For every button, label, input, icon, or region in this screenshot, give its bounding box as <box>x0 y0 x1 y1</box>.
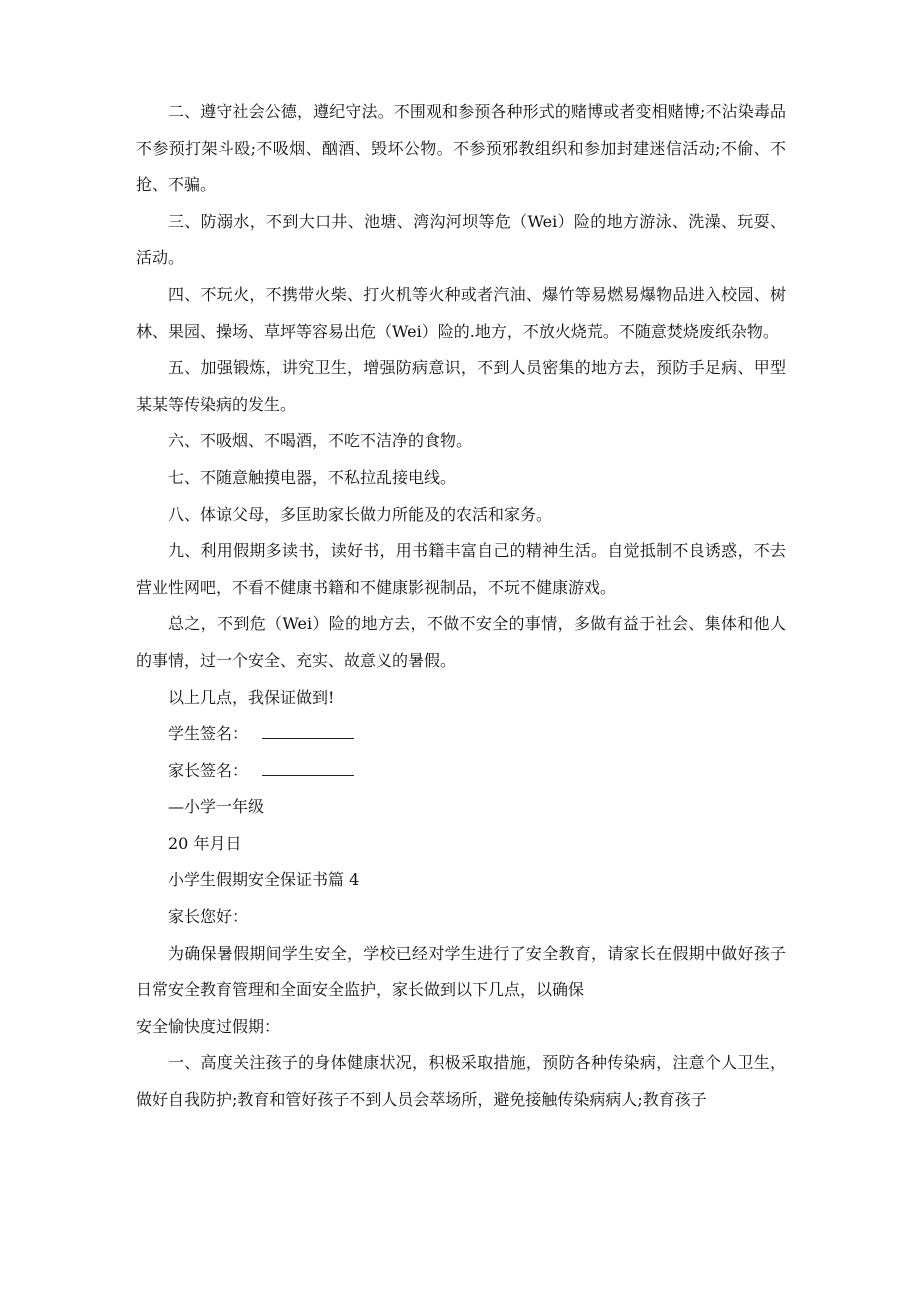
pledge-line: 以上几点，我保证做到! <box>168 687 335 707</box>
class-line: —小学一年级 <box>168 797 265 817</box>
student-signature-line <box>136 716 786 753</box>
rule-5: 五、加强锻炼，讲究卫生，增强防病意识，不到人员密集的地方去，预防手足病、甲型某某等传染病的发生。 <box>136 358 786 414</box>
document-page <box>136 94 786 1119</box>
greeting-line: 家长您好： <box>168 907 249 927</box>
rule-9: 九、利用假期多读书，读好书，用书籍丰富自己的精神生活。自觉抵制不良诱惑，不去营业性网吧，不看不健康书籍和不健康影视制品，不玩不健康游戏。 <box>136 541 786 597</box>
rule-8: 八、体谅父母，多匡助家长做力所能及的农活和家务。 <box>168 504 553 524</box>
rule-4: 四、不玩火，不携带火柴、打火机等火种或者汽油、爆竹等易燃易爆物品进入校园、树林、果园、操场、草坪等容易出危（Wei）险的.地方，不放火烧荒。不随意焚烧废纸杂物。 <box>136 284 786 341</box>
student-signature-label: 学生签名： <box>168 724 249 744</box>
summary-paragraph: 总之，不到危（Wei）险的地方去，不做不安全的事情，多做有益于社会、集体和他人的事情，过一个安全、充实、故意义的暑假。 <box>136 614 786 670</box>
intro-paragraph: 为确保暑假期间学生安全，学校已经对学生进行了安全教育，请家长在假期中做好孩子日常安全教育管理和全面安全监护，家长做到以下几点，以确保 <box>136 943 786 1000</box>
date-line: 20 年月日 <box>168 833 242 853</box>
rule-3: 三、防溺水，不到大口井、池塘、湾沟河坝等危（Wei）险的地方游泳、洗澡、玩耍、活动。 <box>136 211 786 268</box>
rule-2: 二、遵守社会公德，遵纪守法。不围观和参预各种形式的赌博或者变相赌博;不沾染毒品 不参预打架斗殴;不吸烟、酗酒、毁坏公物。不参预邪教组织和参加封建迷信活动;不偷、不抢、不骗。 <box>136 102 786 195</box>
parent-item-1: 一、高度关注孩子的身体健康状况，积极采取措施，预防各种传染病，注意个人卫生，做好自我防护;教育和管好孩子不到人员会萃场所，避免接触传染病病人;教育孩子 <box>136 1053 786 1110</box>
section-title: 小学生假期安全保证书篇 4 <box>168 870 360 890</box>
parent-signature-label: 家长签名： <box>168 760 249 780</box>
rule-6: 六、不吸烟、不喝酒，不吃不洁净的食物。 <box>168 431 473 451</box>
parent-signature-line <box>136 753 786 790</box>
intro-continuation: 安全愉快度过假期： <box>136 1016 281 1036</box>
rule-7: 七、不随意触摸电器，不私拉乱接电线。 <box>168 467 457 487</box>
student-signature-blank <box>262 724 354 739</box>
parent-signature-blank <box>262 761 354 776</box>
